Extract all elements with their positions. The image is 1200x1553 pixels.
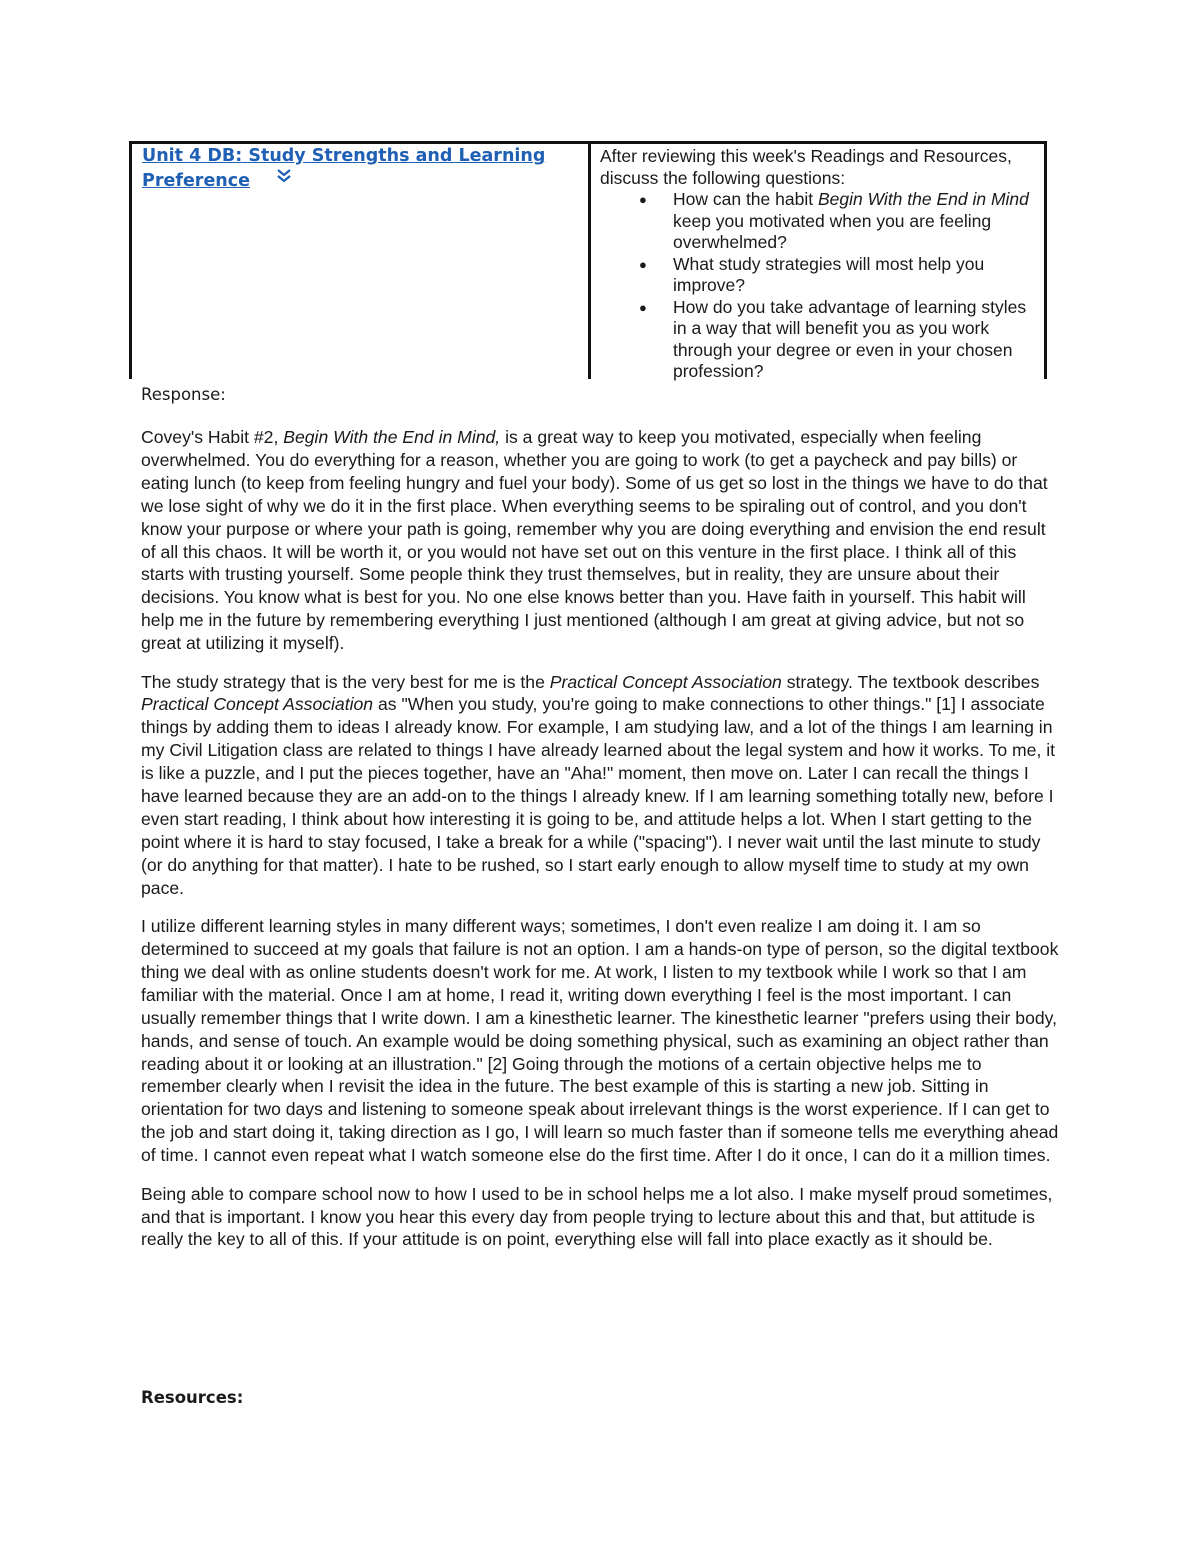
prompt-title-cell bbox=[142, 144, 582, 194]
prompt-intro: After reviewing this week's Readings and Resources, discuss the following questions: bbox=[600, 146, 1012, 188]
question-list bbox=[600, 189, 1040, 383]
response-paragraph-4: Being able to compare school now to how I used to be in school helps me a lot also. I make myself proud sometimes, and that is important. I know you hear this every day from people trying to lecture about this and that, but attitude is really the key to all of this. If your attitude is on point, everything else will fall into place exactly as it should be. bbox=[141, 1183, 1053, 1250]
question-item bbox=[639, 253, 1040, 297]
response-paragraph-1 bbox=[141, 426, 1061, 655]
bullet-icon: ● bbox=[639, 192, 647, 207]
question-text-end: keep you motivated when you are feeling overwhelmed? bbox=[673, 210, 992, 252]
question-item bbox=[639, 189, 1040, 254]
discussion-title-link-line2[interactable]: Preference bbox=[142, 171, 251, 191]
paragraph-text: The study strategy that is the very best for me is the bbox=[141, 671, 550, 692]
strategy-emphasis: Practical Concept Association bbox=[549, 671, 782, 692]
question-text: How can the habit bbox=[673, 189, 818, 209]
response-label: Response: bbox=[141, 385, 226, 404]
double-chevron-down-icon[interactable] bbox=[276, 167, 292, 188]
question-text: What study strategies will most help you improve? bbox=[673, 253, 985, 295]
response-paragraph-2 bbox=[141, 671, 1061, 900]
paragraph-text: as "When you study, you're going to make connections to other things." [1] I associate things by adding them to ideas I already know. For example, I am studying law, and a lot of the things I am learning in my Civil Litigation class are related to things I have already learned about the legal system and how it works. To me, it is like a puzzle, and I put the pieces together, have an "Aha!" moment, then move on. Later I can recall the things I have learned because they are an add-on to the things I already knew. If I am learning something totally new, before I even start reading, I think about how interesting it is going to be, and attitude helps a lot. When I start getting to the point where it is hard to stay focused, I take a break for a while ("spacing"). I never wait until the last minute to study (or do anything for that matter). I hate to be rushed, so I start early enough to allow myself time to study at my own pace. bbox=[141, 694, 1056, 898]
paragraph-text: is a great way to keep you motivated, especially when feeling overwhelmed. You do everything for a reason, whether you are going to work (to get a paycheck and pay bills) or eating lunch (to keep from feeling hungry and fuel your body). Some of us get so lost in the things we have to do that we lose sight of why we do it in the first place. When everything seems to be spiraling out of control, and you don't know your purpose or where your path is going, remember why you are doing everything and envision the end result of all this chaos. It will be worth it, or you would not have set out on this venture in the first place. I think all of this starts with trusting yourself. Some people think they trust themselves, but in reality, they are unsure about their decisions. You know what is best for you. No one else knows better than you. Have faith in yourself. This habit will help me in the future by remembering everything I just mentioned (although I am great at giving advice, but not so great at utilizing it myself). bbox=[141, 427, 1048, 654]
question-text: How do you take advantage of learning styles in a way that will benefit you as you work through your degree or even in your chosen profession? bbox=[673, 296, 1027, 381]
bullet-icon: ● bbox=[639, 299, 647, 315]
habit-emphasis: Begin With the End in Mind, bbox=[283, 427, 501, 447]
response-body bbox=[141, 383, 1061, 1267]
table-divider bbox=[588, 144, 591, 379]
discussion-title-link[interactable]: Unit 4 DB: Study Strengths and Learning bbox=[142, 146, 546, 166]
prompt-instructions-cell bbox=[600, 146, 1040, 383]
question-emphasis: Begin With the End in Mind bbox=[817, 189, 1029, 209]
bullet-icon: ● bbox=[639, 256, 647, 272]
strategy-emphasis: Practical Concept Association bbox=[141, 694, 374, 715]
paragraph-text: strategy. The textbook describes bbox=[781, 671, 1040, 692]
prompt-table bbox=[129, 141, 1047, 379]
question-item bbox=[639, 296, 1040, 383]
paragraph-text: Covey's Habit #2, bbox=[141, 427, 284, 447]
response-paragraph-3: I utilize different learning styles in many different ways; sometimes, I don't even realize I am doing it. I am so determined to succeed at my goals that failure is not an option. I am a hands-on type of person, so the digital textbook thing we deal with as online students doesn't work for me. At work, I listen to my textbook while I work so that I am familiar with the material. Once I am at home, I read it, writing down everything I feel is the most important. I can usually remember things that I write down. I am a kinesthetic learner. The kinesthetic learner "prefers using their body, hands, and sense of touch. An example would be doing something physical, such as examining an object rather than reading about it or looking at an illustration." [2] Going through the motions of a certain objective helps me to remember clearly when I revisit the idea in the future. The best example of this is starting a new job. Sitting in orientation for two days and listening to someone speak about irrelevant things is the worst experience. If I can get to the job and start doing it, taking direction as I go, I will learn so much faster than if someone tells me everything ahead of time. I cannot even repeat what I watch someone else do the first time. After I do it once, I can do it a million times. bbox=[141, 916, 1059, 1166]
resources-heading: Resources: bbox=[141, 1388, 244, 1407]
